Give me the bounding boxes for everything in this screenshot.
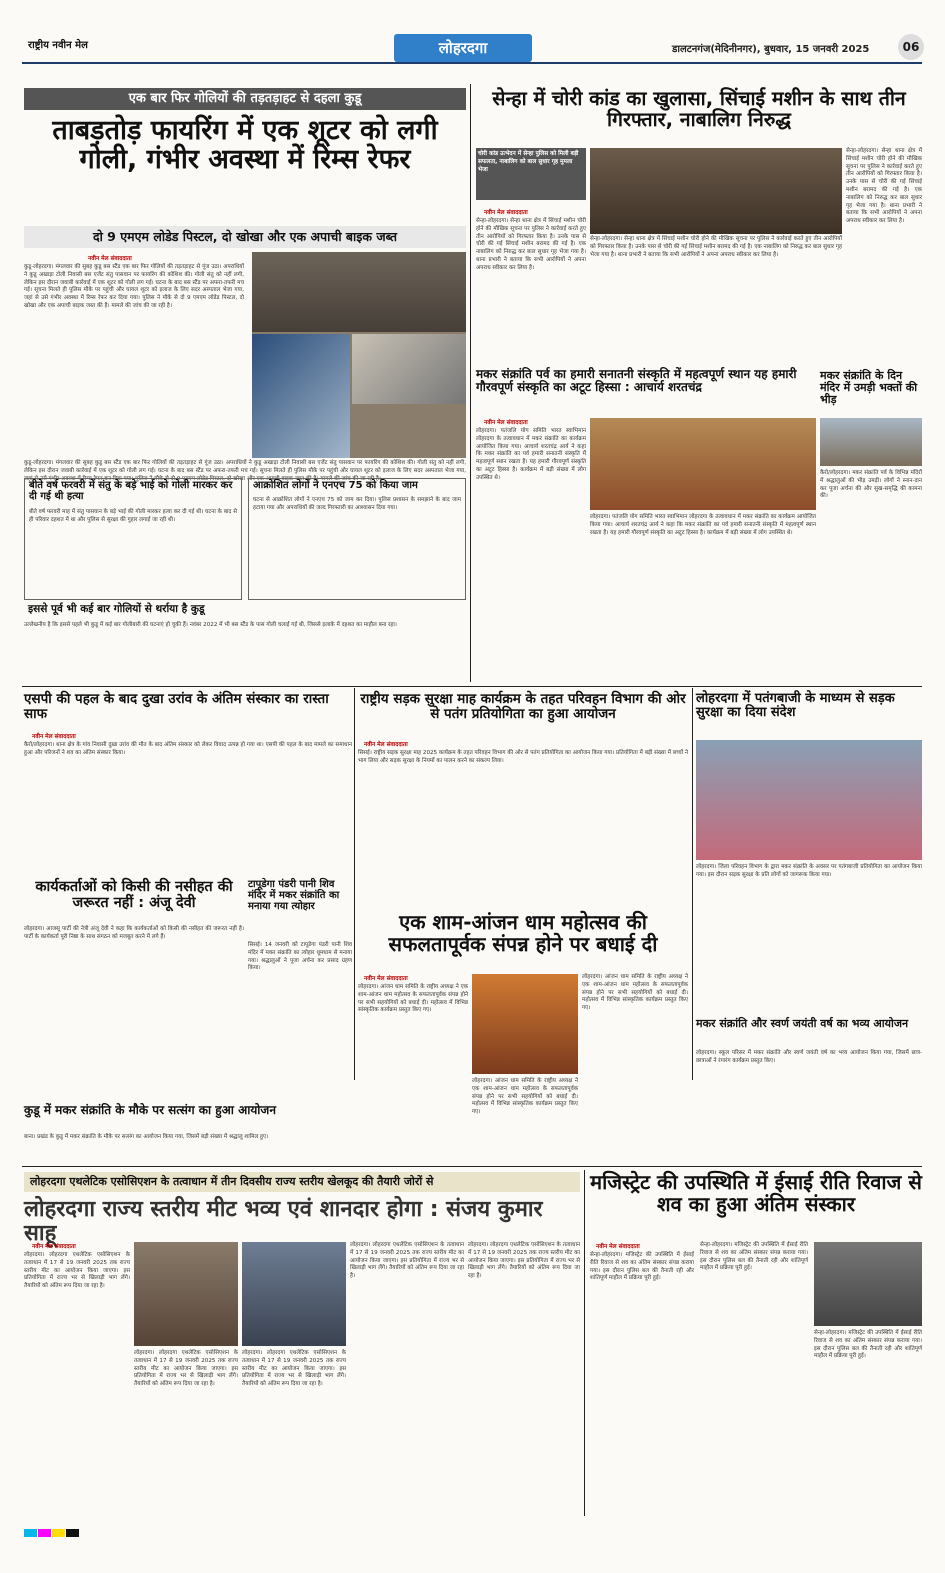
divider: [354, 688, 355, 1080]
story7-body: लोहरदगा। जिला परिवहन विभाग के द्वारा मकर संक्रांति के अवसर पर पतंगबाजी प्रतियोगिता का आयोजन किया गया। इस दौरान सड़क सुरक्षा के प्रति लोगों को जागरूक किया गया।: [696, 864, 922, 878]
section-label: लोहरदगा: [394, 34, 532, 62]
story10-headline: कुडू में मकर संक्रांति के मौके पर सत्संग का हुआ आयोजन: [24, 1103, 276, 1117]
story7-photo: [696, 740, 922, 860]
story9-body: सिसई। 14 जनवरी को टापूडेगा पंडरी पानी शिव मंदिर में मकर संक्रांति का त्योहार धूमधाम से मनाया गया। श्रद्धालुओं ने पूजा अर्चना कर प्रसाद ग्रहण किया।: [248, 942, 352, 972]
masthead: [22, 32, 922, 64]
story8-body: लोहरदगा। आजसू पार्टी की नेत्री अंजू देवी ने कहा कि कार्यकर्ताओं को किसी की नसीहत की जरूरत नहीं है। पार्टी के कार्यकर्ता पूरी निष्ठा के साथ संगठन को मजबूत करने में लगे हैं।: [24, 926, 244, 940]
story2-body-col2: सेन्हा-लोहरदगा। सेन्हा थाना क्षेत्र में सिंचाई मशीन चोरी होने की मौखिक सूचना पर पुलिस ने कार्रवाई करते हुए तीन आरोपियों को गिरफ्तार किया है। उनके पास से चोरी की गई सिंचाई मशीन बरामद की गई है। एक नाबालिग को निरुद्ध कर बाल सुधार गृह भेजा गया है। थाना प्रभारी ने बताया कि सभी आरोपियों ने अपना अपराध स्वीकार कर लिया है।: [590, 236, 842, 258]
story14-headline: मजिस्ट्रेट की उपस्थिति में ईसाई रीति रिवाज से शव का हुआ अंतिम संस्कार: [590, 1170, 922, 1216]
story12-headline: मकर संक्रांति और स्वर्ण जयंती वर्ष का भव्य आयोजन: [696, 1017, 909, 1030]
box2-body: घटना से आक्रोशित लोगों ने एनएच 75 को जाम कर दिया। पुलिस प्रशासन के समझाने के बाद जाम हटाया गया और अपराधियों की जल्द गिरफ्तारी का आश्वासन दिया गया।: [253, 497, 461, 511]
story2-body-col3: सेन्हा-लोहरदगा। सेन्हा थाना क्षेत्र में सिंचाई मशीन चोरी होने की मौखिक सूचना पर पुलिस ने कार्रवाई करते हुए तीन आरोपियों को गिरफ्तार किया है। उनके पास से चोरी की गई सिंचाई मशीन बरामद की गई है। एक नाबालिग को निरुद्ध कर बाल सुधार गृह भेजा गया है। थाना प्रभारी ने बताया कि सभी आरोपियों ने अपना अपराध स्वीकार कर लिया है।: [846, 148, 922, 225]
story4-headline: मकर संक्रांति के दिन मंदिर में उमड़ी भक्तों की भीड़: [820, 369, 918, 406]
story5-byline: नवीन मेल संवाददाता: [32, 734, 76, 740]
story13-body: लोहरदगा। लोहरदगा एथलेटिक एसोसिएशन के तत्वाधान में 17 से 19 जनवरी 2025 तक राज्य स्तरीय मीट का आयोजन किया जाएगा। इस प्रतियोगिता में राज्य भर से खिलाड़ी भाग लेंगे। तैयारियों को अंतिम रूप दिया जा रहा है।: [24, 1252, 130, 1290]
story6-body: सिसई। राष्ट्रीय सड़क सुरक्षा माह 2025 कार्यक्रम के तहत परिवहन विभाग की ओर से पतंग प्रतियोगिता का आयोजन किया गया। प्रतियोगिता में बड़ी संख्या में बच्चों ने भाग लिया और सड़क सुरक्षा के नियमों का पालन करने का संकल्प लिया।: [358, 750, 688, 764]
story6-headline: राष्ट्रीय सड़क सुरक्षा माह कार्यक्रम के तहत परिवहन विभाग की ओर से पतंग प्रतियोगिता का हुआ आयोजन: [360, 691, 686, 722]
story1-headline: ताबड़तोड़ फायरिंग में एक शूटर को लगी गोली, गंभीर अवस्था में रिम्स रेफर: [52, 115, 438, 176]
divider: [584, 1170, 585, 1516]
photo-injured: [252, 334, 350, 458]
story13-headline: लोहरदगा राज्य स्तरीय मीट भव्य एवं शानदार होगा : संजय कुमार साहू: [24, 1197, 543, 1246]
story11-byline: नवीन मेल संवाददाता: [364, 976, 408, 982]
box3-title: इससे पूर्व भी कई बार गोलियों से थर्राया है कुडू: [28, 603, 205, 615]
story3-byline: नवीन मेल संवाददाता: [484, 420, 528, 426]
story2-body: सेन्हा-लोहरदगा। सेन्हा थाना क्षेत्र में सिंचाई मशीन चोरी होने की मौखिक सूचना पर पुलिस ने कार्रवाई करते हुए तीन आरोपियों को गिरफ्तार किया है। उनके पास से चोरी की गई सिंचाई मशीन बरामद की गई है। एक नाबालिग को निरुद्ध कर बाल सुधार गृह भेजा गया है। थाना प्रभारी ने बताया कि सभी आरोपियों ने अपना अपराध स्वीकार कर लिया है।: [476, 218, 586, 271]
story8-headline: कार्यकर्ताओं को किसी की नसीहत की जरूरत नहीं : अंजू देवी: [35, 879, 233, 911]
box2-title: आक्रोशित लोगों ने एनएच 75 को किया जाम: [253, 480, 418, 491]
story13-body-col2: लोहरदगा। लोहरदगा एथलेटिक एसोसिएशन के तत्वाधान में 17 से 19 जनवरी 2025 तक राज्य स्तरीय मीट का आयोजन किया जाएगा। इस प्रतियोगिता में राज्य भर से खिलाड़ी भाग लेंगे। तैयारियों को अंतिम रूप दिया जा रहा है।: [134, 1350, 238, 1388]
story2-headline: सेन्हा में चोरी कांड का खुलासा, सिंचाई मशीन के साथ तीन गिरफ्तार, नाबालिग निरुद्ध: [492, 87, 906, 132]
story11-body-col2: लोहरदगा। आंजन धाम समिति के राष्ट्रीय अध्यक्ष ने एक शाम-आंजन धाम महोत्सव के सफलतापूर्वक संपन्न होने पर सभी सहयोगियों को बधाई दी। महोत्सव में विभिन्न सांस्कृतिक कार्यक्रम प्रस्तुत किए गए।: [472, 1078, 578, 1116]
story11-body-col3: लोहरदगा। आंजन धाम समिति के राष्ट्रीय अध्यक्ष ने एक शाम-आंजन धाम महोत्सव के सफलतापूर्वक संपन्न होने पर सभी सहयोगियों को बधाई दी। महोत्सव में विभिन्न सांस्कृतिक कार्यक्रम प्रस्तुत किए गए।: [582, 974, 688, 1012]
story3-photo: [590, 418, 816, 510]
box1-body: बीते वर्ष फरवरी माह में संतु पासवान के बड़े भाई की गोली मारकर हत्या कर दी गई थी। घटना के बाद से ही परिवार दहशत में था और पुलिस से सुरक्षा की गुहार लगाई जा रही थी।: [29, 509, 237, 523]
story1-photo-group: [252, 252, 466, 458]
story1-kicker: एक बार फिर गोलियों की तड़तड़ाहट से दहला कुडू: [24, 88, 466, 110]
dateline: डालटनगंज(मेदिनीनगर), बुधवार, 15 जनवरी 2025: [672, 44, 870, 55]
story13-body-col4: लोहरदगा। लोहरदगा एथलेटिक एसोसिएशन के तत्वाधान में 17 से 19 जनवरी 2025 तक राज्य स्तरीय मीट का आयोजन किया जाएगा। इस प्रतियोगिता में राज्य भर से खिलाड़ी भाग लेंगे। तैयारियों को अंतिम रूप दिया जा रहा है।: [350, 1242, 464, 1280]
story13-byline: नवीन मेल संवाददाता: [32, 1244, 76, 1250]
story7-headline: लोहरदगा में पतंगबाजी के माध्यम से सड़क सुरक्षा का दिया संदेश: [696, 691, 895, 721]
story1-body-continued: कुडू-लोहरदगा। मंगलवार की सुबह कुडू बस स्टैंड एक बार फिर गोलियों की तड़तड़ाहट से गूंज उठा। अपराधियों ने कुडू अखाड़ा टोली निवासी बस एजेंट संतु पासवान पर फायरिंग की कोशिश की। गोली संतु को नहीं लगी, लेकिन इस दौरान जवाबी कार्रवाई में एक शूटर को गोली लग गई। घटना के बाद बस स्टैंड पर अफरा-तफरी मच गई। सूचना मिलते ही पुलिस मौके पर पहुंची और घायल शूटर को इलाज के लिए सदर अस्पताल भेजा गया, जहां से उसे गंभीर अवस्था में रिम्स रेफर कर दिया गया। पुलिस ने मौके से दो 9 एमएम लोडेड पिस्टल, दो खोखा और एक अपाची बाइक जब्त की है। मामले की जांच की जा रही है।: [24, 460, 467, 482]
story1-box2: [248, 478, 466, 600]
story13-photo-right: [242, 1242, 346, 1346]
paper-logo: राष्ट्रीय नवीन मेल: [28, 40, 88, 51]
story14-body-col3: सेन्हा-लोहरदगा। मजिस्ट्रेट की उपस्थिति में ईसाई रीति रिवाज से शव का अंतिम संस्कार संपन्न कराया गया। इस दौरान पुलिस बल की तैनाती रही और शांतिपूर्ण माहौल में प्रक्रिया पूरी हुई।: [814, 1330, 922, 1360]
photo-weapons: [352, 334, 466, 404]
story4-body: कैरो/लोहरदगा। मकर संक्रांति पर्व के विभिन्न मंदिरों में श्रद्धालुओं की भीड़ उमड़ी। लोगों ने स्नान-दान कर पूजा अर्चना की और सुख-समृद्धि की कामना की।: [820, 470, 922, 500]
story3-headline: मकर संक्रांति पर्व का हमारी सनातनी संस्कृति में महत्वपूर्ण स्थान यह हमारी गौरवपूर्ण संस्कृति का अटूट हिस्सा : आचार्य शरतचंद्र: [476, 367, 797, 394]
divider: [692, 688, 693, 1080]
story1-subhead: दो 9 एमएम लोडेड पिस्टल, दो खोखा और एक अपाची बाइक जब्त: [24, 226, 466, 248]
story13-body-col3: लोहरदगा। लोहरदगा एथलेटिक एसोसिएशन के तत्वाधान में 17 से 19 जनवरी 2025 तक राज्य स्तरीय मीट का आयोजन किया जाएगा। इस प्रतियोगिता में राज्य भर से खिलाड़ी भाग लेंगे। तैयारियों को अंतिम रूप दिया जा रहा है।: [242, 1350, 346, 1388]
story14-byline: नवीन मेल संवाददाता: [596, 1244, 640, 1250]
page-number: 06: [898, 34, 924, 60]
story12-body: लोहरदगा। स्कूल परिसर में मकर संक्रांति और स्वर्ण जयंती वर्ष का भव्य आयोजन किया गया, जिसमें छात्र-छात्राओं ने रंगारंग कार्यक्रम प्रस्तुत किए।: [696, 1050, 922, 1064]
story9-headline: टापूडेगा पंडरी पानी शिव मंदिर में मकर संक्रांति का मनाया गया त्योहार: [248, 879, 340, 912]
story11-body: लोहरदगा। आंजन धाम समिति के राष्ट्रीय अध्यक्ष ने एक शाम-आंजन धाम महोत्सव के सफलतापूर्वक संपन्न होने पर सभी सहयोगियों को बधाई दी। महोत्सव में विभिन्न सांस्कृतिक कार्यक्रम प्रस्तुत किए गए।: [358, 984, 468, 1014]
story13-banner: लोहरदगा एथलेटिक एसोसिएशन के तत्वाधान में तीन दिवसीय राज्य स्तरीय खेलकूद की तैयारी जोरों से: [24, 1172, 580, 1192]
story1-byline: नवीन मेल संवाददाता: [88, 256, 132, 262]
divider: [470, 84, 471, 682]
story2-bullet: चोरी कांड उत्भेदन में सेन्हा पुलिस को मिली बड़ी सफलता, नाबालिग को बाल सुधार गृह मुमला भेजा: [476, 148, 586, 200]
story1-box1: [24, 478, 242, 600]
story14-body-col2: सेन्हा-लोहरदगा। मजिस्ट्रेट की उपस्थिति में ईसाई रीति रिवाज से शव का अंतिम संस्कार संपन्न कराया गया। इस दौरान पुलिस बल की तैनाती रही और शांतिपूर्ण माहौल में प्रक्रिया पूरी हुई।: [700, 1242, 808, 1272]
story11-headline: एक शाम-आंजन धाम महोत्सव की सफलतापूर्वक संपन्न होने पर बधाई दी: [388, 910, 658, 956]
story3-body: लोहरदगा। पतंजलि योग समिति भारत स्वाभिमान लोहरदगा के तत्वावधान में मकर संक्रांति का कार्यक्रम आयोजित किया गया। आचार्य शरतचंद्र आर्य ने कहा कि मकर संक्रांति का पर्व हमारी सनातनी संस्कृति में महत्वपूर्ण स्थान रखता है। यह हमारी गौरवपूर्ण संस्कृति का अटूट हिस्सा है। कार्यक्रम में बड़ी संख्या में लोग उपस्थित थे।: [476, 428, 586, 481]
story13-body-col5: लोहरदगा। लोहरदगा एथलेटिक एसोसिएशन के तत्वाधान में 17 से 19 जनवरी 2025 तक राज्य स्तरीय मीट का आयोजन किया जाएगा। इस प्रतियोगिता में राज्य भर से खिलाड़ी भाग लेंगे। तैयारियों को अंतिम रूप दिया जा रहा है।: [468, 1242, 580, 1280]
story5-body: कैरो/लोहरदगा। थाना क्षेत्र के गांव निवासी दुखा उरांव की मौत के बाद अंतिम संस्कार को लेकर विवाद उत्पन्न हो गया था। एसपी की पहल के बाद मामले का समाधान हुआ और परिजनों ने शव का अंतिम संस्कार किया।: [24, 742, 352, 756]
story3-body-col2: लोहरदगा। पतंजलि योग समिति भारत स्वाभिमान लोहरदगा के तत्वावधान में मकर संक्रांति का कार्यक्रम आयोजित किया गया। आचार्य शरतचंद्र आर्य ने कहा कि मकर संक्रांति का पर्व हमारी सनातनी संस्कृति में महत्वपूर्ण स्थान रखता है। यह हमारी गौरवपूर्ण संस्कृति का अटूट हिस्सा है। कार्यक्रम में बड़ी संख्या में लोग उपस्थित थे।: [590, 514, 816, 536]
story14-photo: [814, 1242, 922, 1326]
story14-body: सेन्हा-लोहरदगा। मजिस्ट्रेट की उपस्थिति में ईसाई रीति रिवाज से शव का अंतिम संस्कार संपन्न कराया गया। इस दौरान पुलिस बल की तैनाती रही और शांतिपूर्ण माहौल में प्रक्रिया पूरी हुई।: [590, 1252, 694, 1282]
story6-byline: नवीन मेल संवाददाता: [364, 742, 408, 748]
story2-photo: [590, 148, 842, 234]
story2-byline: नवीन मेल संवाददाता: [484, 210, 528, 216]
divider: [22, 686, 922, 687]
story11-photo: [472, 974, 578, 1074]
print-color-bar: [24, 1522, 922, 1532]
photo-shooters: [252, 252, 466, 332]
divider: [22, 1166, 922, 1167]
box1-title: बीते वर्ष फरवरी में संतु के बड़े भाई को गोली मारकर कर दी गई थी हत्या: [29, 480, 233, 502]
box3-body: उल्लेखनीय है कि इससे पहले भी कुडू में कई बार गोलीबारी की घटनाएं हो चुकी हैं। नवंबर 2022 में भी बस स्टैंड के पास गोली चलाई गई थी, जिससे इलाके में दहशत का माहौल बना रहा।: [24, 622, 397, 628]
story13-photo-left: [134, 1242, 238, 1346]
story4-photo: [820, 418, 922, 466]
story1-body: कुडू-लोहरदगा। मंगलवार की सुबह कुडू बस स्टैंड एक बार फिर गोलियों की तड़तड़ाहट से गूंज उठा। अपराधियों ने कुडू अखाड़ा टोली निवासी बस एजेंट संतु पासवान पर फायरिंग की कोशिश की। गोली संतु को नहीं लगी, लेकिन इस दौरान जवाबी कार्रवाई में एक शूटर को गोली लग गई। घटना के बाद बस स्टैंड पर अफरा-तफरी मच गई। सूचना मिलते ही पुलिस मौके पर पहुंची और घायल शूटर को इलाज के लिए सदर अस्पताल भेजा गया, जहां से उसे गंभीर अवस्था में रिम्स रेफर कर दिया गया। पुलिस ने मौके से दो 9 एमएम लोडेड पिस्टल, दो खोखा और एक अपाची बाइक जब्त की है। मामले की जांच की जा रही है।: [24, 264, 244, 309]
story10-body: बाना। प्रखंड के कुडू में मकर संक्रांति के मौके पर सत्संग का आयोजन किया गया, जिसमें बड़ी संख्या में श्रद्धालु शामिल हुए।: [24, 1134, 269, 1140]
story5-headline: एसपी की पहल के बाद दुखा उरांव के अंतिम संस्कार का रास्ता साफ: [24, 691, 329, 722]
